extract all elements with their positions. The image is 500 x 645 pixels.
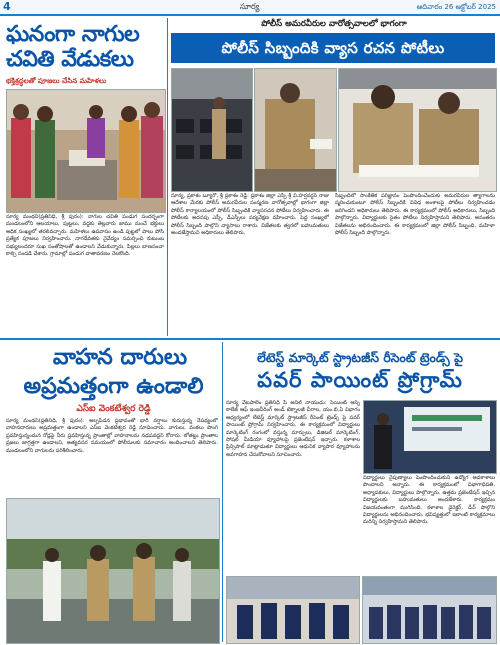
festival-body: సూర్య మంథని(ప్రతినిధి, శ్రీ పురం): నాగుల చవితి పండుగ సందర్భంగా మండలంలోని ఆలయాలు, పుట్టలు, వద్దకు తెల్లవారు జాము నుంచే భక్తులు అధిక సంఖ్యలో తరలివచ్చారు. మహిళలు ఉపవాసం ఉండి పుట్టలో పాలు పోసి ప్రత్యేక పూజలు నిర్వహించారు. నాగదేవతకు నైవేద్యం సమర్పించి కుటుంబ సభ్యులందరూ సుఖ సంతోషాలతో ఉండాలని వేడుకున్నారు. పిల్లలు బాణసంచా కాల్చి సందడి చేశారు. గ్రామాల్లో పండుగ వాతావరణం నెలకొంది. <box>6 214 164 258</box>
festival-photo <box>6 89 166 213</box>
column-divider <box>222 342 223 642</box>
police-photo-1 <box>171 68 253 192</box>
vehicle-headline-line1: వాహన దారులు <box>52 345 188 370</box>
marketing-body-right: విద్యార్థులు నైపుణ్యాలు పెంపొందించుకుని ఉద్యోగ అవకాశాలు పొందాలని అన్నారు. ఈ కార్యక్రమంలో విభాగాధిపతి, అధ్యాపకులు, విద్యార్థులు పాల్గొన్నారు. ఉత్తమ ప్రజెంటేషన్ ఇచ్చిన విద్యార్థులకు బహుమతులు అందజేశారు. కార్యక్రమం విజయవంతంగా ముగిసింది. కళాశాల డైరెక్టర్, డీన్ పాల్గొని విద్యార్థులను అభినందించారు. భవిష్యత్తులో ఇలాంటి కార్యక్రమాలు మరిన్ని నిర్వహిస్తామని తెలిపారు. <box>363 475 495 526</box>
festival-subhead: భక్తిశ్రద్ధలతో పూజలు చేసిన మహిళలు <box>6 77 107 85</box>
marketing-headline-line2: పవర్ పాయింట్ ప్రోగ్రామ్ <box>257 368 463 392</box>
column-divider <box>167 18 168 336</box>
vehicle-body: సూర్య మంథని(ప్రతినిధి, శ్రీ పురం): అల్పపీడన ప్రభావంతో భారీ వర్షాలు కురుస్తున్న నేపథ్యంలో వాహనదారులు అప్రమత్తంగా ఉండాలని ఎస్ఐ వెంకటేశ్వర రెడ్డి సూచించారు. వాగులు, వంకలు పొంగి ప్రవహిస్తున్నందున రోడ్లపై నీరు ప్రవహిస్తున్న ప్రాంతాల్లో వాహనాలను నడపవద్దని కోరారు. లోతట్టు ప్రాంతాల ప్రజలు జాగ్రత్తగా ఉండాలని, అత్యవసర సమయంలో పోలీసులకు సమాచారం అందించాలని తెలిపారు. మండలంలోని వాగులను పరిశీలించారు. <box>6 418 218 454</box>
police-kicker: పోలీస్ అమరవీరుల వారోత్సవాలలో భాగంగా <box>261 19 407 29</box>
page-header <box>0 0 500 16</box>
vehicle-byline: ఎస్ఐ వెంకటేశ్వర రెడ్డి <box>76 404 151 414</box>
marketing-headline-line1: లేటెస్ట్ మార్కెట్ స్ట్రాటజీస్ రీసెంట్ ట్రెండ్స్ పై <box>257 350 463 365</box>
marketing-photo-2 <box>226 576 360 644</box>
police-body-left: సూర్య, ప్రకాశం బ్యూరో, శ్రీ ప్రకాశం రెడ్డి: ప్రకాశం జిల్లా ఎస్పీ శ్రీ వి.హర్షవర్ధన్ రాజు ఆదేశాల మేరకు పోలీస్ అమరవీరుల సంస్మరణ వారోత్సవాల్లో భాగంగా జిల్లా పోలీస్ కార్యాలయంలో పోలీస్ సిబ్బందికి వ్యాసరచన పోటీలు నిర్వహించారు. ఈ పోటీలకు అదనపు ఎస్పీ, డీఎస్పీలు పర్యవేక్షణ వహించారు. పెద్ద సంఖ్యలో పోలీస్ సిబ్బంది పాల్గొని వ్యాసాలు రాశారు. విజేతలకు త్వరలో బహుమతులు అందజేస్తామని అధికారులు తెలిపారు. <box>171 193 329 237</box>
vehicle-photo <box>6 498 220 644</box>
police-body-right: సిబ్బందిలో సాంకేతిక పరిజ్ఞానం పెంపొందించేందుకు అమరవీరుల త్యాగాలను స్మరించుకుంటూ పోలీస్ సిబ్బందికి వివిధ అంశాలపై పోటీలు నిర్వహించడం జరిగిందని అధికారులు తెలిపారు. ఈ కార్యక్రమంలో పోలీస్ అధికారులు, సిబ్బంది పాల్గొన్నారు. విద్యార్థులకు సైతం పోటీలు నిర్వహిస్తామని తెలిపారు. అనంతరం విజేతలను అభినందించారు. ఈ కార్యక్రమంలో జిల్లా పోలీస్ సిబ్బంది, మహిళా పోలీస్ సిబ్బంది పాల్గొన్నారు. <box>335 193 495 237</box>
marketing-photo-3 <box>362 576 497 644</box>
paper-name: సూర్య <box>240 2 260 11</box>
festival-headline-line2: చవితి వేడుకలు <box>6 47 134 72</box>
section-divider <box>0 338 500 340</box>
issue-date: ఆదివారం 26 అక్టోబర్ 2025 <box>416 3 496 11</box>
police-photo-3 <box>338 68 497 192</box>
festival-headline-line1: ఘనంగా నాగుల <box>6 22 140 47</box>
marketing-photo-1 <box>363 400 497 474</box>
vehicle-headline-line2: అప్రమత్తంగా ఉండాలి <box>23 374 204 399</box>
police-banner-headline: పోలీస్ సిబ్బందికి వ్యాస రచన పోటీలు <box>171 33 495 63</box>
page-number: 4 <box>3 0 11 13</box>
marketing-body-left: సూర్య వేటపాలెం ప్రతినిధి పి అనిల్ నాయుడు: సెయింట్ ఆన్స్ కాలేజ్ ఆఫ్ ఇంజనీరింగ్ అండ్ టెక్నాలజీ చీరాల, యం.బి.ఏ విభాగం ఆధ్వర్యంలో లేటెస్ట్ మార్కెట్ స్ట్రాటజీస్ రీసెంట్ ట్రెండ్స్ పై పవర్ పాయింట్ ప్రోగ్రామ్ నిర్వహించారు. ఈ కార్యక్రమంలో విద్యార్థులు మార్కెటింగ్ రంగంలో వస్తున్న మార్పులు, డిజిటల్ మార్కెటింగ్, సోషల్ మీడియా వ్యూహాలపై ప్రజెంటేషన్ ఇచ్చారు. కళాశాల ప్రిన్సిపాల్ మాట్లాడుతూ విద్యార్థులు ఆధునిక వ్యాపార వ్యూహాలను అవగాహన చేసుకోవాలని సూచించారు. <box>226 400 360 458</box>
police-photo-2 <box>254 68 337 192</box>
